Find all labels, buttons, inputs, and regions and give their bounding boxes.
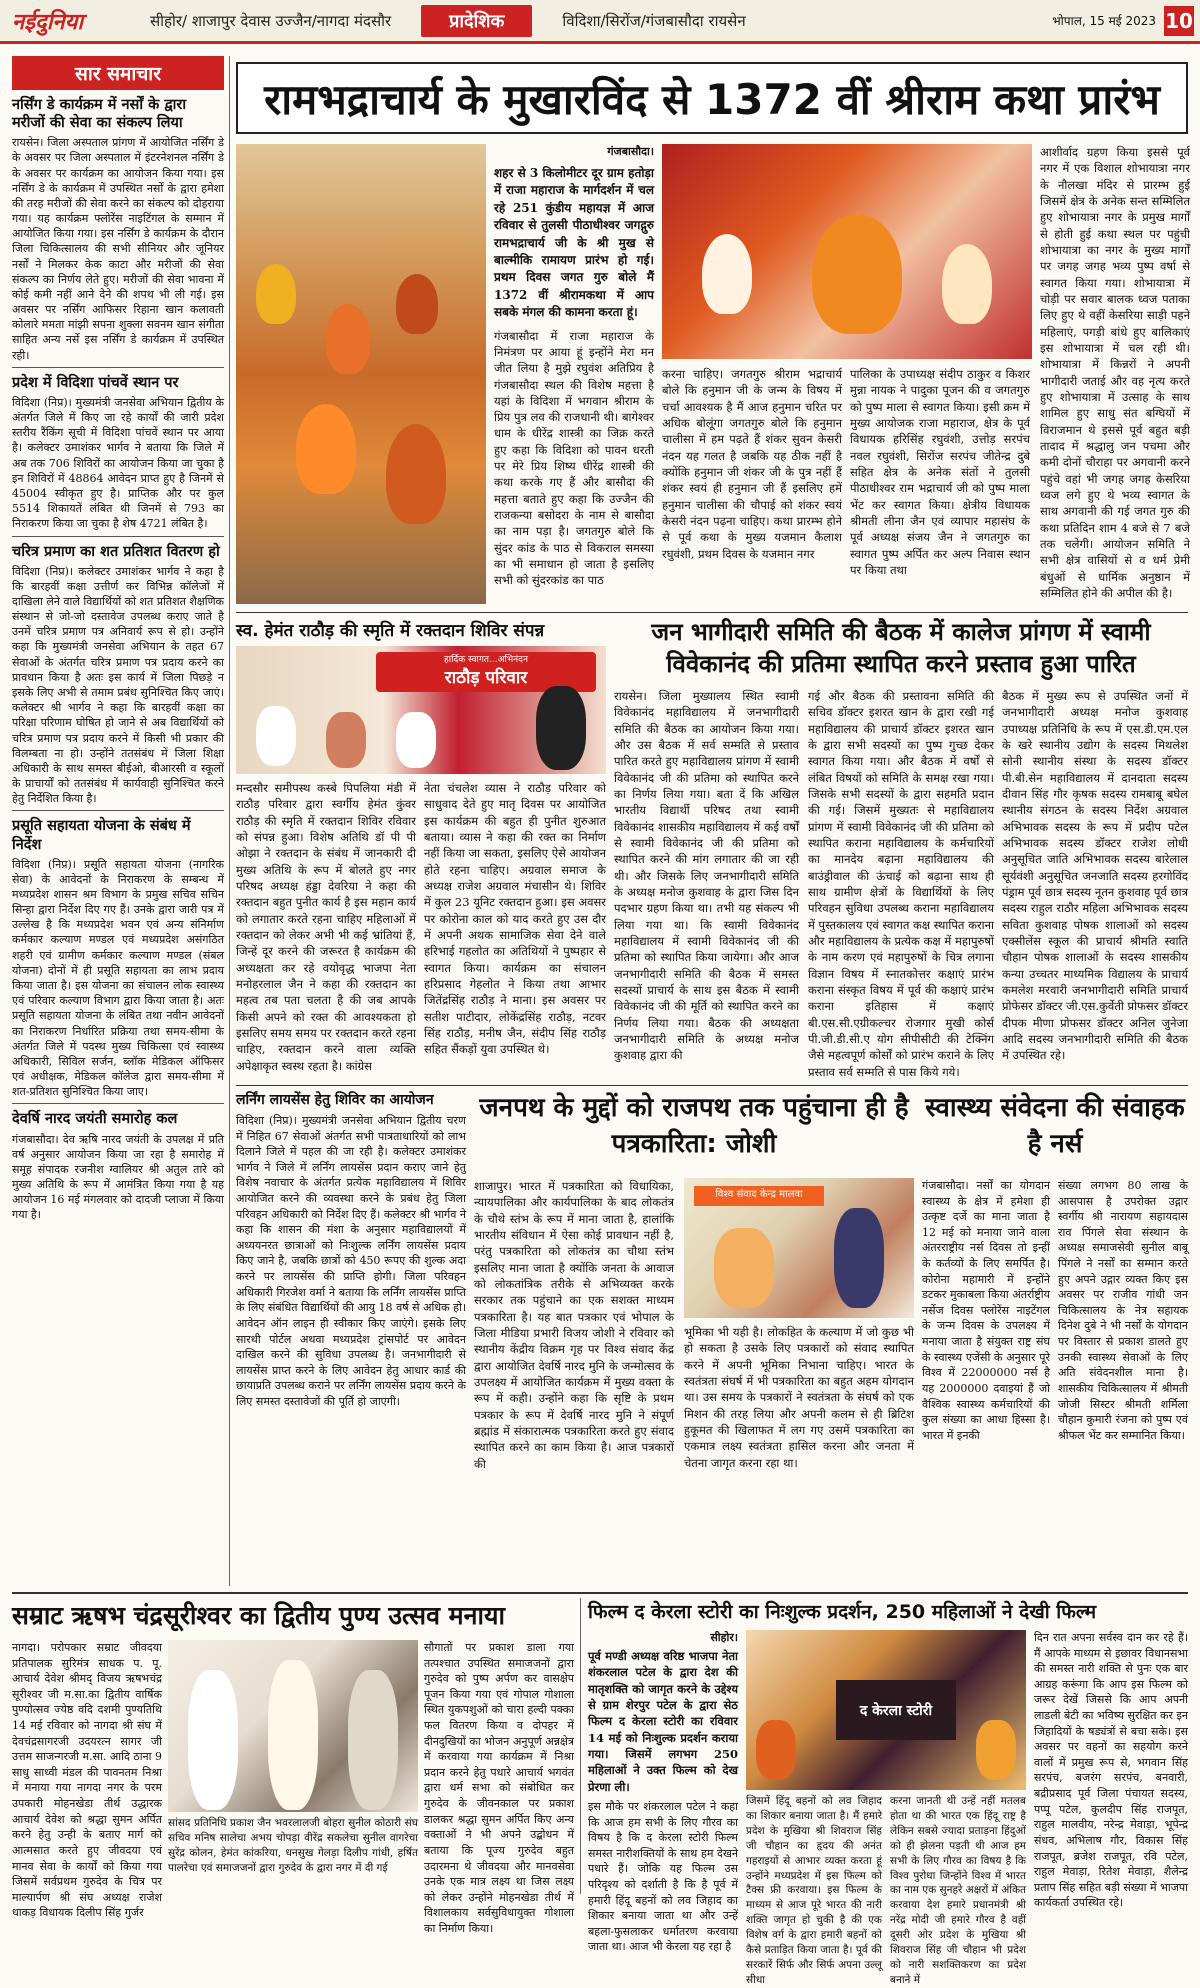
blood-camp-photo	[236, 646, 606, 774]
brief-body: विदिशा (निप्र)। प्रसूति सहायता योजना (नागरिक सेवा) के आवेदनों के निराकरण के सम्बन्ध में मध्यप्रदेश शासन श्रम विभाग के प्रमुख सचिव सचिन सिन्हा द्वारा निर्देश दिए गए हैं। उनके द्वारा जारी पत्र में उल्लेख है कि मध्यप्रदेश भवन एवं अन्य संनिर्माण कर्मकार कल्याण मण्डल एवं मध्यप्रदेश असंगठित शहरी एवं ग्रामीण कर्मकार कल्याण मण्डल (संबल योजना) दोनों में ही प्रसूति सहायता का लाभ प्रदाय किया जाता है। इस योजना का संचालन लोक स्वास्थ्य एवं परिवार कल्याण विभाग द्वारा किया जाता है। अतः प्रसूति सहायता योजना के लंबित तथा नवीन आवेदनों का निराकरण निर्धारित प्रक्रिया तथा समय-सीमा के अंतर्गत जिले में पदस्थ मुख्य चिकित्सा एवं स्वास्थ्य अधिकारी, सिविल सर्जन, ब्लॉक मेडिकल ऑफिसर एवं अधीक्षक, मेडिकल कॉलेज द्वारा समय-सीमा में शत-प्रतिशत सुनिश्चित किया जाए।	[12, 857, 224, 1099]
learning-headline: लर्निंग लायसेंस हेतु शिविर का आयोजन	[236, 1092, 434, 1108]
main-col2: करना चाहिए। जगतगुरु श्रीराम भद्राचार्य बोले कि हनुमान जी के जन्म के विषय में चर्चा आवश्यक है मैं आज हनुमान चरित पर अधिक बोलूंगा जगतगुरु बोले कि हनुमान चालीसा में हम पढ़ते हैं शंकर सुवन केसरी नंदन यह गलत है जबकि यह ठीक नहीं है क्योंकि हनुमान जी शंकर जी के पुत्र नहीं हैं शंकर स्वयं ही हनुमान जी हैं इसलिए हमें हनुमान चालीसा की चौपाई को शंकर स्वयं केसरी नंदन पढ़ना चाहिए। कथा प्रारम्भ होने से पूर्व कथा के मुख्य यजमान कैलाश रघुवंशी, प्रथम दिवस के यजमान नगर	[662, 367, 842, 561]
procession-photo	[236, 144, 486, 604]
cities-left: सीहोर/ शाजापुर देवास उज्जैन/नागदा मंदसौर	[150, 11, 392, 30]
section-divider	[236, 612, 1188, 613]
main-headline: रामभद्राचार्य के मुखारविंद से 1372 वीं श्रीराम कथा प्रारंभ	[236, 62, 1188, 134]
page-number: 10	[1164, 6, 1194, 36]
blood-donation-story	[236, 618, 606, 641]
main-dateline: गंजबासौदा।	[607, 145, 654, 158]
blood-col1: मन्दसौर समीपस्थ कस्बे पिपलिया मंडी में राठौड़ परिवार द्वारा स्वर्गीय हेमंत कुंवर राठौड़ की स्मृति में रक्तदान शिविर रविवार को संपन्न हुआ। विशेष अतिथि डॉ पी पी ओझा ने रक्तदान के संबंध में जानकारी दी मुख्य अतिथि के रूप में बोलते हुए नगर परिषद अध्यक्ष हंड्डा देवरिया ने कहा की रक्तदान बहुत पुनीत कार्य है इस महान कार्य को लगातार करते रहना चाहिए महिलाओं में रक्तदान को लेकर अभी भी कई भ्रांतियां हैं, जिन्हें दूर करने की जरूरत है कार्यक्रम की अध्यक्षता कर रहे वयोवृद्ध भाजपा नेता मनोहरलाल जैन ने कहा की रक्तदान का महत्व तब पता चलता है की जब आपके किसी अपने को रक्त की आवश्यकता हो इसलिए समय समय पर रक्तदान करते रहना चाहिए, रक्तदान करने वाला व्यक्ति अपेक्षाकृत स्वस्थ रहता है। कांग्रेस	[236, 781, 416, 1073]
learning-licence-story	[236, 1090, 466, 1410]
newspaper-logo: नईदुनिया	[12, 9, 84, 35]
college-col2: गई और बैठक की प्रस्तावना समिति की सचिव डॉक्टर इशरत खान के द्वारा रखी गई महाविद्यालय की प्राचार्य डॉक्टर इशरत खान के द्वारा सभी सदस्यों का पुष्प गुच्छ देकर स्वागत किया गया। और बैठक में वर्षों से लंबित विषयों को समिति के समक्ष रखा गया। जिसके सभी सदस्यों के द्वारा सहमति प्रदान की गई। जिसमें मुख्यतः से महाविद्यालय प्रांगण में स्वामी विवेकानंद जी की प्रतिमा को स्थापित कराना महाविद्यालय के कर्मचारियों का मानदेय बढ़ाना महाविद्यालय की बाउंड्रीवाल की ऊंचाई को बढ़ाना साथ ही साथ ग्रामीण क्षेत्रों के विद्यार्थियों के लिए परिवहन सुविधा उपलब्ध कराना महाविद्यालय में पुस्तकालय एवं स्वागत कक्ष स्थापित कराना और महाविद्यालय के प्रत्येक कक्ष में महापुरुषों के नाम करण एवं महापुरुषों के चित्र लगाना विज्ञान विषय में स्नातकोत्तर कक्षाएं प्रारंभ कराना संस्कृत विषय में पूर्व की कक्षाएं प्रारंभ कराना इतिहास में कक्षाएं बी.एस.सी.एग्रीकल्चर रोजगार मुखी कोर्स पी.जी.डी.सी.ए योग सीपीसीटी की टेक्निंग जैसे महत्वपूर्ण कोर्सों को प्रारंभ कराने के लिए प्रस्ताव सर्व सम्मति से पास किये गये।	[808, 689, 994, 1079]
kerala-col4: दिन रात अपना सर्वस्व दान कर रहे हैं। मैं आपके माध्यम से इछावर विधानसभा की समस्त नारी शक्ति से पुनः एक बार आग्रह करूंगा कि आप इस फिल्म को जरूर देखें जिससे कि आप अपनी लाडली बेटी का भविष्य सुरक्षित कर इन जिहादियों के षड्यंत्रों से बचा सके। इस अवसर पर वहनों का सहयोग करने वालों में प्रमुख रूप से, भगवान सिंह सरपंच, बजरंग सरपंच, बनवारी, बद्रीप्रसाद पूर्व जिला पंचायत सदस्य, पप्पू पटेल, कुलदीप सिंह राजपूत, राहुल मालवीय, नरेन्द्र मेवाड़ा, भूपेन्द्र संधव, अभिलाष गौर, विकास सिंह राजपूत, ब्रजेश राजपूत, रवि पटेल, राहुल मेवाड़ा, रितेश मेवाड़ा, शैलेन्द्र प्रताप सिंह सहित बड़ी संख्या में भाजपा कार्यकर्ता उपस्थित रहे।	[1034, 1631, 1188, 1910]
rishabh-photo	[168, 1640, 418, 1812]
brief-headline: नर्सिंग डे कार्यक्रम में नर्सों के द्वारा मरीजों की सेवा का संकल्प लिया	[12, 97, 187, 132]
rishabh-col1: नागदा। परोपकार सम्राट जीवदया प्रतिपालक सुरिमंत्र साधक प. पू. आचार्य देवेश श्रीमद् विजय ऋषभचंद्र सूरीश्वर जी म.सा.का द्वितीय वार्षिक पुण्योत्सव ज्येष्ठ वदि दशमी पुण्यतिथि 14 मई रविवार को नागदा श्री संघ में देवचंद्रसागरजी उदयरत्न सागर जी उत्तम साजन्गरजी म.सा. आदि ठाना 9 साधु साध्वी मंडल की पावनतम निश्रा में मनाया गया नागदा नगर के परम उपकारी मोहनखेडा तीर्थ उद्धारक आचार्य देवेश को श्रद्धा सुमन अर्पित करने हेतु उन्ही के बताए मार्ग को आत्मसात करते हुए जीवदया एवं मानव सेवा के कार्यों को किया गया जिसमें सर्वप्रथम गुरुदेव के चित्र पर माल्यार्पण श्री संघ अध्यक्ष राजेश धाकड़ विधायक दिलीप सिंह गुर्जर	[12, 1641, 162, 1920]
kerala-col1: इस मौके पर शंकरलाल पटेल ने कहा कि आज हम सभी के लिए गौरव का विषय है कि द केरला स्टोरी फिल्म समस्त नारीशक्तियों के साथ हम देखने पधारे हैं। जोकि यह फिल्म उस परिदृश्य को दर्शाती है कि है पूर्व में हमारी हिंदू बहनों को लव जिहाद का शिकार बनाया जाता था और उन्हें बहला-फुसलाकर धर्मातरण करवाया जाता था। आज भी केरला यह रहा है	[588, 1799, 738, 1954]
brief-body: विदिशा (निप्र)। मुख्यमंत्री जनसेवा अभियान द्वितीय के अंतर्गत जिले में किए जा रहे कार्यों की जारी प्रदेश स्तरीय रैंकिंग सूची में विदिशा पांचवें स्थान पर आया है। कलेक्टर उमाशंकर भार्गव ने बताया कि जिले में अब तक 706 शिविरों का आयोजन किया जा चुका है इन शिविरों में 48864 आवेदन प्राप्त हुए है जिनमें से 45004 स्वीकृत हुए है। प्राप्तिक और पर कुल 5514 शिकायतें लंबित थी जिनमें से 793 का निराकरण किया जा चुका है शेष 4721 लंबित है।	[12, 395, 224, 531]
brief-body: विदिशा (निप्र)। कलेक्टर उमाशंकर भार्गव ने कहा है कि बारहवीं कक्षा उत्तीर्ण कर विभिन्न कॉलेजों में दाखिला लेने वाले विद्यार्थियों को शत प्रतिशत शैक्षणिक संस्थान से जो-जो दस्तावेज उपलब्ध कराए जाते है उनमें चरित्र प्रमाण पत्र अनिवार्य रूप से हो। उन्होंने कहा कि मुख्यमंत्री जनसेवा अभियान के तहत 67 सेवाओं के अंतर्गत चरित्र प्रमाण पत्र प्रदाय करने का प्रावधान किया है अतः इस कार्य में जिला पिछड़े न इसके लिए अभी से तमाम प्रबंध सुनिश्चित किए जाएं। कलेक्टर श्री भार्गव ने कहा कि बारहवीं कक्षा का परिक्षा परिणाम घोषित हो जाने से अब विद्यार्थियों को चरित्र प्रमाण पत्र प्रदाय करने में किसी भी प्रकार की विलम्बता ना हो। उन्होंने ततसंबंध में जिला शिक्षा अधिकारी के साथ समस्त बीईओ, बीआरसी व स्कूलों के प्राचार्यों को ततसंबंध में कार्यवाही सुनिश्चित करने हेतु निर्देशित किया है।	[12, 564, 224, 806]
brief-headline: देवर्षि नारद जयंती समारोह कल	[12, 1111, 178, 1128]
kerala-lead: पूर्व मण्डी अध्यक्ष वरिष्ठ भाजपा नेता शंकरलाल पटेल के द्वारा देश की मातृशक्ति को जागृत करने के उद्देश्य से ग्राम शेरपुर पटेल के द्वारा सेठ फिल्म द केरला स्टोरी का रविवार 14 मई को निःशुल्क प्रदर्शन कराया गया। जिसमें लगभग 250 महिलाओं ने उक्त फिल्म को देख प्रेरणा ली।	[588, 1649, 738, 1794]
kerala-lead-box	[588, 1630, 738, 1954]
brief-body: रायसेन। जिला अस्पताल प्रांगण में आयोजित नर्सिंग डे के अवसर पर जिला अस्पताल में इंटरनेशनल नर्सिंग डे के अवसर पर कार्यक्रम का आयोजन किया गया। इस नर्सिंग डे के कार्यक्रम में उपस्थित नर्सों के द्वारा हमेशा की तरह मरीजों की सेवा करने का संकल्प को दोहराया गया। यह कार्यक्रम फ्लोरेंस नाइटिंगल के सम्मान में आयोजित किया गया। इस नर्सिंग डे कार्यक्रम के दौरान जिला चिकित्सालय की सभी सीनियर और जूनियर नर्सों ने मिलकर केक काटा और मरीजों की सेवा संकल्प का निर्णय लेते हुए। मरीजों की सेवा भावना में कोई कमी नहीं आने देने की शपथ भी ली गई। इस अवसर पर नर्सिंग आफिसर रिहाना खान कलावती कोलारे ममता मांझी सपना शुक्ला सवनम खान संगीता साहित अन्य नर्से इस नर्सिंग डे कार्यक्रम में उपस्थित रही।	[12, 136, 224, 362]
nurse-headline: स्वास्थ्य संवेदना की संवाहक है नर्स	[925, 1093, 1185, 1160]
masthead	[0, 0, 1200, 44]
brief-headline: प्रसूति सहायता योजना के संबंध में निर्देश	[12, 818, 191, 853]
rishabh-col2: सौगातों पर प्रकाश डाला गया तत्पश्चात उपस्थित समाजजनों द्वारा गुरुदेव को पुष्प अर्पण कर वासक्षेप पूजन किया गया एवं गोपाल गोशाला स्थित युकपशुओं को चारा हल्दी पक्का फल वितरण किया व दोपहर में दीनदुखियों का भोजन अनुपूर्ण अन्नक्षेत्र में करवाया गया कार्यक्रम में निश्रा प्रदान करने हेतु पधारे आचार्य भगवंत द्वारा धर्म सभा को संबोधित कर गुरुदेव के जीवनकाल पर प्रकाश डालकर श्रद्धा सुमन अर्पित किए अन्य वक्ताओं ने भी अपने उद्बोधन में बताया कि पूज्य गुरुदेव बहुत उदारमना थे जीवदया और मानवसेवा उनके एक मात्र लक्ष्य था जिस लक्ष्य को लेकर उन्होंने मोहनखेडा तीर्थ में विशालकाय सर्वसुविधायुक्त गोशाला का निर्माण किया।	[424, 1641, 574, 1935]
news-brief-column	[12, 56, 224, 1586]
main-col4: आशीर्वाद ग्रहण किया इससे पूर्व नगर में एक विशाल शोभायात्रा नगर के नौलखा मंदिर से प्रारम्भ हुई जिसमें क्षेत्र के अनेक सन्त सम्मिलित हुए शोभायात्रा नगर के प्रमुख मार्गों से होती हुई कथा स्थल पर पहुंची शोभायात्रा का नगर के मुख्य मार्गों पर जगह जगह भव्य पुष्प वर्षा से स्वागत किया गया। शोभायात्रा में चोड़ी पर सवार बालक ध्वज पताका लिए हुए थे वहीं केसरिया साड़ी पहने महिलाएं, पगड़ी बांधे हुए बालिकाएं इस शोभायात्रा में चल रही थी। शोभायात्रा में किन्नरों ने अपनी भागीदारी जताई और वह नृत्य करते हुए शोभायात्रा में उत्साह के साथ शामिल हुए साधु संत बग्घियों में विराजमान थे इससे पूर्व बहुत बड़ी तादाद में श्रद्धालु जन पचमा और कमी दोनों चौराहा पर अगवानी करने पहुंचे वहां भी जगह जगह केसरिया ध्वज लगे हुए थे भव्य स्वागत के साथ अगवानी की गई जगत गुरु की कथा प्रतिदिन शाम 4 बजे से 7 बजे तक चलेगी। आयोजन समिति ने सभी क्षेत्र वासियों से व धर्म प्रेमी बंधुओं से धार्मिक अनुष्ठान में सम्मिलित होने की अपील की है।	[1040, 145, 1190, 600]
kerala-col2: जिसमें हिंदू बहनों को लव जिहाद का शिकार बनाया जाता है। मैं हमारे प्रदेश के मुखिया श्री शिवराज सिंह जी चौहान का हृदय की अनंत गहराइयों से आभार व्यक्त करता हूं उन्होंने मध्यप्रदेश में इस फिल्म को टैक्स फ्री करवाया। इस फिल्म के माध्यम से आज पूरे भारत की नारी शक्ति जागृत हो चुकी है की एक विशेष वर्ग के द्वारा हमारी बहनों को कैसे प्रताड़ित किया जाता है। पूर्व की सरकारें सिर्फ और सिर्फ अपना उल्लू सीधा	[746, 1795, 882, 1986]
banner-title: राठौड़ परिवार	[444, 668, 528, 688]
brief-item	[12, 96, 224, 363]
rishabh-caption: सांसद प्रतिनिधि प्रकाश जैन भवरलालजी बोहरा सुनील कोठारी संघ सचिव मनिष सालेचा अभय चोपड़ा वीरेंद्र सकलेचा सुनील वागरेचा सुरेंद्र कोलन, हेमंत कांकरिया, धनसुख गेलड़ा दिलीप गांधी, हर्षित पालरेचा एवं समाजजनों द्वारा गुरुदेव के द्वारा नगर में दी गई	[168, 1817, 418, 1874]
jagadguru-photo	[662, 144, 1032, 359]
nurse-col1: गंजबासौदा। नर्सों का योगदान स्वास्थ्य के क्षेत्र में हमेशा ही उत्कृष्ट दर्जे का माना जाता है 12 मई को मनाया जाने वाला अंतरराष्ट्रीय नर्स दिवस तो इन्हीं के कर्तव्यों के लिए समर्पित है। कोरोना महामारी में इन्होंने डटकर मुकाबला किया अंतर्राष्ट्रीय नर्सेज दिवस फ्लोरेंस नाइटेंगल के जन्म दिवस के उपलक्ष्य में मनाया जाता है संयुक्त राष्ट्र संघ के स्वास्थ्य एजेंसी के अनुसार पूरे विश्व में 22000000 नर्स है यह 2000000 दवाइयां हैं जो वैश्विक स्वास्थ्य कर्मचारियों की कुल संख्या का आधा हिस्सा है। भारत में इनकी	[922, 1179, 1050, 1442]
brief-item	[12, 367, 224, 532]
kerala-dateline: सीहोर।	[710, 1631, 738, 1644]
film-poster: द केरला स्टोरी	[836, 1680, 956, 1740]
banner-subtitle: हार्दिक स्वागत...अभिनंदन	[444, 655, 528, 665]
college-col1: रायसेन। जिला मुख्यालय स्थित स्वामी विवेकानंद महाविद्यालय में जनभागीदारी समिति की बैठक का आयोजन किया गया। और उस बैठक में सर्व सम्मति से प्रस्ताव पारित करते हुए महाविद्यालय प्रांगण में स्वामी विवेकानंद जी की प्रतिमा को स्थापित करने का निर्णय लिया गया। बता दें कि अखिल भारतीय विद्यार्थी परिषद तथा स्वामी विवेकानंद शासकीय महाविद्यालय में कई वर्षों से स्वामी विवेकानंद जी की प्रतिमा को स्थापित करने की मांग लगातार की जा रही थी। और जिसके लिए जनभागीदारी समिति के अध्यक्ष मनोज कुशवाह के द्वारा जिस दिन पदभार ग्रहण किया था। तभी यह संकल्प भी लिया गया था। कि स्वामी विवेकानंद महाविद्यालय में स्वामी विवेकानंद जी की प्रतिमा को स्थापित किया जायेगा। और आज जनभागीदारी समिति की बैठक में समस्त सदस्यों प्राचार्य के साथ इस बैठक में स्वामी विवेकानंद जी की मूर्ति को स्थापित करने का निर्णय लिया गया। बैठक की अध्यक्षता जनभागीदारी समिति के अध्यक्ष मनोज कुशवाह द्वारा की	[614, 689, 799, 1063]
column-divider	[580, 1598, 581, 1894]
section-divider	[236, 1085, 1188, 1086]
issue-date: भोपाल, 15 मई 2023	[1052, 14, 1156, 28]
learning-body: विदिशा (निप्र)। मुख्यमंत्री जनसेवा अभियान द्वितीय चरण में निहित 67 सेवाओं अंतर्गत सभी पात्रताधारियों को लाभ दिलाने जिले में पहल की जा रही है। कलेक्टर उमाशंकर भार्गव ने जिले में लर्निंग लायसेंस प्रदान कराए जाने हेतु विशेष नवाचार के अंतर्गत प्रत्येक महाविद्यालय में शिविर आयोजित करने की व्यवस्था करने के प्रबंध हेतु जिला परिवहन अधिकारी को निर्देश दिए हैं। कलेक्टर श्री भार्गव ने कहा कि शासन की मंशा के अनुसार महाविद्यालयों में अध्ययनरत छात्राओं को निःशुल्क लर्निंग लायसेंस प्रदाय किए जाने है, जबकि छात्रों को 450 रूपए की शुल्क अदा करने पर लायसेंस की प्राप्ति होगी। जिला परिवहन अधिकारी गिरजेश वर्मा ने बताया कि लर्निंग लायसेंस प्राप्ति के लिए संबंधित विद्यार्थियों की आयु 18 वर्ष से अधिक हो। आवेदन ऑन लाइन ही स्वीकार किए जाएंगे। इसके लिए सारथी पोर्टल अथवा मध्यप्रदेश ट्रांसपोर्ट पर आवेदन दाखिल करने की सुविधा उपलब्ध है। जनभागीदारी से लायसेंस प्राप्त करने के लिए आवेदन हेतु आधार कार्ड की छायाप्रति उपलब्ध कराने पर लर्निंग लायसेंस प्रदाय करने के लिए समस्त दस्तावेजों की पूर्ति हो जाएगी।	[236, 1114, 466, 1408]
brief-item	[12, 1103, 224, 1222]
college-col3: बैठक में मुख्य रूप से उपस्थित जनों में जनभागीदारी अध्यक्ष मनोज कुशवाह उपाध्यक्ष प्रतिनिधि के रूप में एस.डी.एम.एल के खरे स्थानीय उद्योग के सदस्य मिथलेश सोनी स्थानीय संस्था के सदस्य डॉक्टर पी.बी.सेन महाविद्यालय में दानदाता सदस्य दीवान सिंह गौर कृषक सदस्य रामबाबू बघेल स्थानीय संगठन के सदस्य निर्देश अग्रवाल अभिभावक सदस्य के रूप में प्रदीप पटेल अभिभावक सदस्य डॉक्टर राजेश लोधी अनुसूचित जाति अभिभावक सदस्य बारेलाल सूर्यवंशी अनुसूचित जनजाति सदस्य हरगोविंद पंड्राम पूर्व छात्र सदस्य नूतन कुशवाह पूर्व छात्र सदस्य राहुल राठौर महिला अभिभावक सदस्य सविता कुशवाह पोषक शालाओं को सदस्य एक्सीलेंस स्कूल की प्राचार्य श्रीमति स्वाति चौहान पोषक शालाओं के सदस्य शासकीय कन्या उच्चतर माध्यमिक विद्यालय के प्राचार्य कमलेश मरवारी जनभागीदारी समिति प्राचार्य प्रोफेसर डॉक्टर जी.एस.कुर्वेती प्रोफसर डॉक्टर दीपक मीणा प्रोफसर डॉक्टर अनिल जुनेजा आदि सदस्य जनभागीदारी समिति की बैठक में उपस्थित रहे।	[1002, 689, 1188, 1063]
college-headline: जन भागीदारी समिति की बैठक में कालेज प्रांगण में स्वामी विवेकानंद की प्रतिमा स्थापित करने प्रस्ताव हुआ पारित	[651, 618, 1151, 679]
main-col3: पालिका के उपाध्यक्ष संदीप ठाकुर व किशर मुन्ना नायक ने पादुका पूजन की व जगतगुरु को पुष्प माला से स्वागत किया। इसी क्रम में मुख्य आयोजक राजा महाराज, क्षेत्र के पूर्व विधायक हरिसिंह रघुवंशी, उत्तोड़ सरपंच नवल रघुवंशी, सिरोंज सरपंच जीतेन्द्र दुबे सहित क्षेत्र के अनेक संतों ने तुलसी पीठाधीश्वर राम भद्राचार्य जी को पुष्प माला भेंट कर स्वागत किया। क्षेत्रीय विधायक श्रीमती लीना जैन एवं व्यापार महासंघ के पूर्व अध्यक्ष संजय जैन ने जगतगुरु का स्वागत पुष्प अर्पित कर अल्प निवास स्थान पर किया तथा	[850, 367, 1030, 577]
blood-col2: नेता चंचलेश व्यास ने राठौड़ परिवार को साधुवाद देते हुए मातृ दिवस पर आयोजित इस कार्यक्रम की बहुत ही पुनीत शुरुआत बताया। व्यास ने कहा की रक्त का निर्माण नहीं किया जा सकता, इसलिए ऐसे आयोजन होते रहना चाहिए। अग्रवाल समाज के अध्यक्ष राजेश अग्रवाल मंचासीन थे। शिविर में कुल 23 यूनिट रक्तदान हुआ। इस अवसर पर कोरोना काल को याद करते हुए उस दौर में अपनी अथक सामाजिक सेवा देने वाले हरिभाई गहलोत का अतिथियों ने पुष्पहार से स्वागत किया। कार्यक्रम का संचालन हरिप्रसाद गेहलोत ने किया तथा आभार जितेंद्रसिंह राठौड़ ने माना। इस अवसर पर सतीश पाटीदार, लोकेंद्रसिंह राठौड़, नटवर सिंह राठौड़, मनीष जैन, संदीप सिंह राठौड़ सहित सैंकड़ों युवा उपस्थित थे।	[424, 781, 606, 1057]
main-lead-text: शहर से 3 किलोमीटर दूर ग्राम हतोड़ा में राजा महाराज के मार्गदर्शन में चल रहे 251 कुंडीय महायज्ञ में आज रविवार से तुलसी पीठाधीश्वर जगद्गुरु रामभद्राचार्य जी के श्री मुख से बाल्मीकि रामायण प्रारंभ हो गई। प्रथम दिवस जगत गुरु बोले मैं 1372 वीं श्रीरामकथा में आप सबके मंगल की कामना करता हूं।	[494, 166, 654, 320]
main-col1: गंजबासौदा में राजा महाराज के निमंत्रण पर आया हूं इन्होंने मेरा मन जीत लिया है मुझे रघुवंश अतिप्रिय है गंजबासौदा स्थल की विशेष महत्ता है यहां के विदिशा में भगवान श्रीराम के प्रिय पुत्र लव की राजधानी थी। बागेश्वर धाम के धीरेंद्र शास्त्री का जिक्र करते हुए कहा कि विदिशा को पावन धरती पर मेरे प्रिय शिष्य धीरेंद्र शास्त्री की कथा करके गए हैं और बासौदा की महत्ता बताते हुए कहा कि उज्जैन की राजकन्या बसोदरा के नाम से बासौदा का नाम पड़ा है। जगतगुरु बोले कि सुंदर कांड के पाठ से विकराल समस्या का भी समाधान हो जाता है इसलिए सभी को सुंदरकांड का पाठ	[494, 328, 654, 588]
column-divider	[229, 56, 230, 1586]
brief-body: गंजबासौदा। देव ऋषि नारद जयंती के उपलक्ष में प्रति वर्ष अनुसार आयोजन किया जा रहा है समारोह में समूह संपादक रजनीश ग्वालियर श्री अतुल तारे को मुख्य अतिथि के रूप में आमंत्रित किया गया है यह आयोजन 16 मई मंगलवार को दादजी प्लाजा में किया गया है।	[12, 1132, 224, 1222]
journalism-col1: शाजापुर। भारत में पत्रकारिता को विधायिका, न्यायपालिका और कार्यपालिका के बाद लोकतंत्र के चौथे स्तंभ के रूप में माना जाता है, हालांकि भारतीय संविधान में ऐसा कोई प्रावधान नहीं है, परंतु पत्रकारिता को लोकतंत्र का चौथा स्तंभ इसलिए माना जाता है क्योंकि जनता के आवाज को लोकतांत्रिक तरीके से अभिव्यक्त करके सरकार तक पहुंचाने का एक सशक्त माध्यम पत्रकारिता है। यह बात पत्रकार एवं भोपाल के जिला मीडिया प्रभारी विजय जोशी ने रविवार को स्थानीय केंद्रीय विक्रम गृह पर विश्व संवाद केंद्र द्वारा आयोजित देवर्षि नारद मुनि के जन्मोत्सव के उपलक्ष्य में आयोजित कार्यक्रम में मुख्य वक्ता के रूप में कही। उन्होंने कहा कि सृष्टि के प्रथम पत्रकार के रूप में देवर्षि नारद मुनि ने संपूर्ण ब्रह्मांड में संकारात्मक पत्रकारिता करते हुए संवाद स्थापित करने का काम किया है। आज पत्रकारों की	[474, 1179, 674, 1471]
brief-item	[12, 810, 224, 1099]
kerala-col3: करना जानती थी उन्हें नहीं मतलब होता था की भारत एक हिंदू राष्ट्र है लेकिन सबसे ज्यादा प्रताड़ना हिंदुओं को ही झेलना पड़ती थी आज हम सभी के लिए गौरव का विषय है कि विश्व पुरोधा जिन्होंने विश्व में भारत का नाम एक सुनहरे अक्षरों में अंकित करवाया देश हमारे प्रधानमंत्री श्री नरेंद्र मोदी जी हमारे गौरव है वहीं दूसरी ओर प्रदेश के मुखिया श्री शिवराज सिंह जी चौहान भी प्रदेश को नारी सशक्तिकरण का प्रदेश बनाने में	[890, 1795, 1026, 1986]
rishabh-headline: सम्राट ऋषभ चंद्रसूरीश्वर का द्वितीय पुण्य उत्सव मनाया	[12, 1601, 505, 1630]
news-brief-title: सार समाचार	[12, 56, 224, 90]
main-story-lead	[494, 144, 654, 589]
kerala-photo	[746, 1630, 1026, 1790]
vsk-banner: विश्व संवाद केन्द्र मालवा	[694, 1186, 824, 1206]
brief-item	[12, 536, 224, 807]
brief-headline: प्रदेश में विदिशा पांचवें स्थान पर	[12, 374, 179, 391]
blood-headline: स्व. हेमंत राठौड़ की स्मृति में रक्तदान शिविर संपन्न	[236, 621, 545, 641]
section-label: प्रादेशिक	[421, 5, 532, 37]
journalism-col2: भूमिका भी यही है। लोकहित के कल्याण में जो कुछ भी हो सकता है उसके लिए पत्रकारों को संवाद स्थापित करने में अपनी भूमिका निभाना चाहिए। भारत के स्वतंत्रता संघर्ष में भी पत्रकारिता का बहुत अहम योगदान था। उस समय के पत्रकारों ने स्वतंत्रता के संघर्ष को एक मिशन की तरह लिया और अपनी कलम से ही ब्रिटिश हुकूमत की खिलाफत में लग गए उसमें पत्रकारिता का एकमात्र लक्ष्य स्वतंत्रता हासिल करना और जनता में चेतना जागृत करना रहा था।	[684, 1325, 914, 1470]
section-divider	[12, 1592, 1188, 1594]
cities-right: विदिशा/सिरोंज/गंजबासौदा रायसेन	[562, 11, 746, 30]
journalism-headline: जनपथ के मुद्दों को राजपथ तक पहुंचाना ही है पत्रकारिता: जोशी	[479, 1093, 909, 1160]
brief-headline: चरित्र प्रमाण का शत प्रतिशत वितरण हो	[12, 543, 220, 560]
journalism-photo	[684, 1178, 914, 1318]
kerala-headline: फिल्म द केरला स्टोरी का निःशुल्क प्रदर्शन, 250 महिलाओं ने देखी फिल्म	[588, 1601, 1097, 1623]
nurse-col2: संख्या लगभग 80 लाख के आसपास है उपरोक्त उद्गार स्वर्गीय श्री नारायण सहायदास राव पिंगले सेवा संस्थान के अध्यक्ष समाजसेवी सुनील बाबू पिंगले ने नर्सों का सम्मान करते हुए अपने उद्गार व्यक्त किए इस अवसर पर राजीव गांधी जन चिकित्सालय के नेत्र सहायक दिनेश दुबे ने भी नर्सों के योगदान पर विस्तार से प्रकाश डालते हुए उनकी स्वास्थ्य सेवाओं के लिए अति संवेदनशील माना है। शासकीय चिकित्सालय में श्रीमती जोजी सिस्टर श्रीमती शर्मिला चौहान कुमारी रंजना को पुष्प एवं श्रीफल भेंट कर सम्मानित किया।	[1058, 1179, 1188, 1442]
